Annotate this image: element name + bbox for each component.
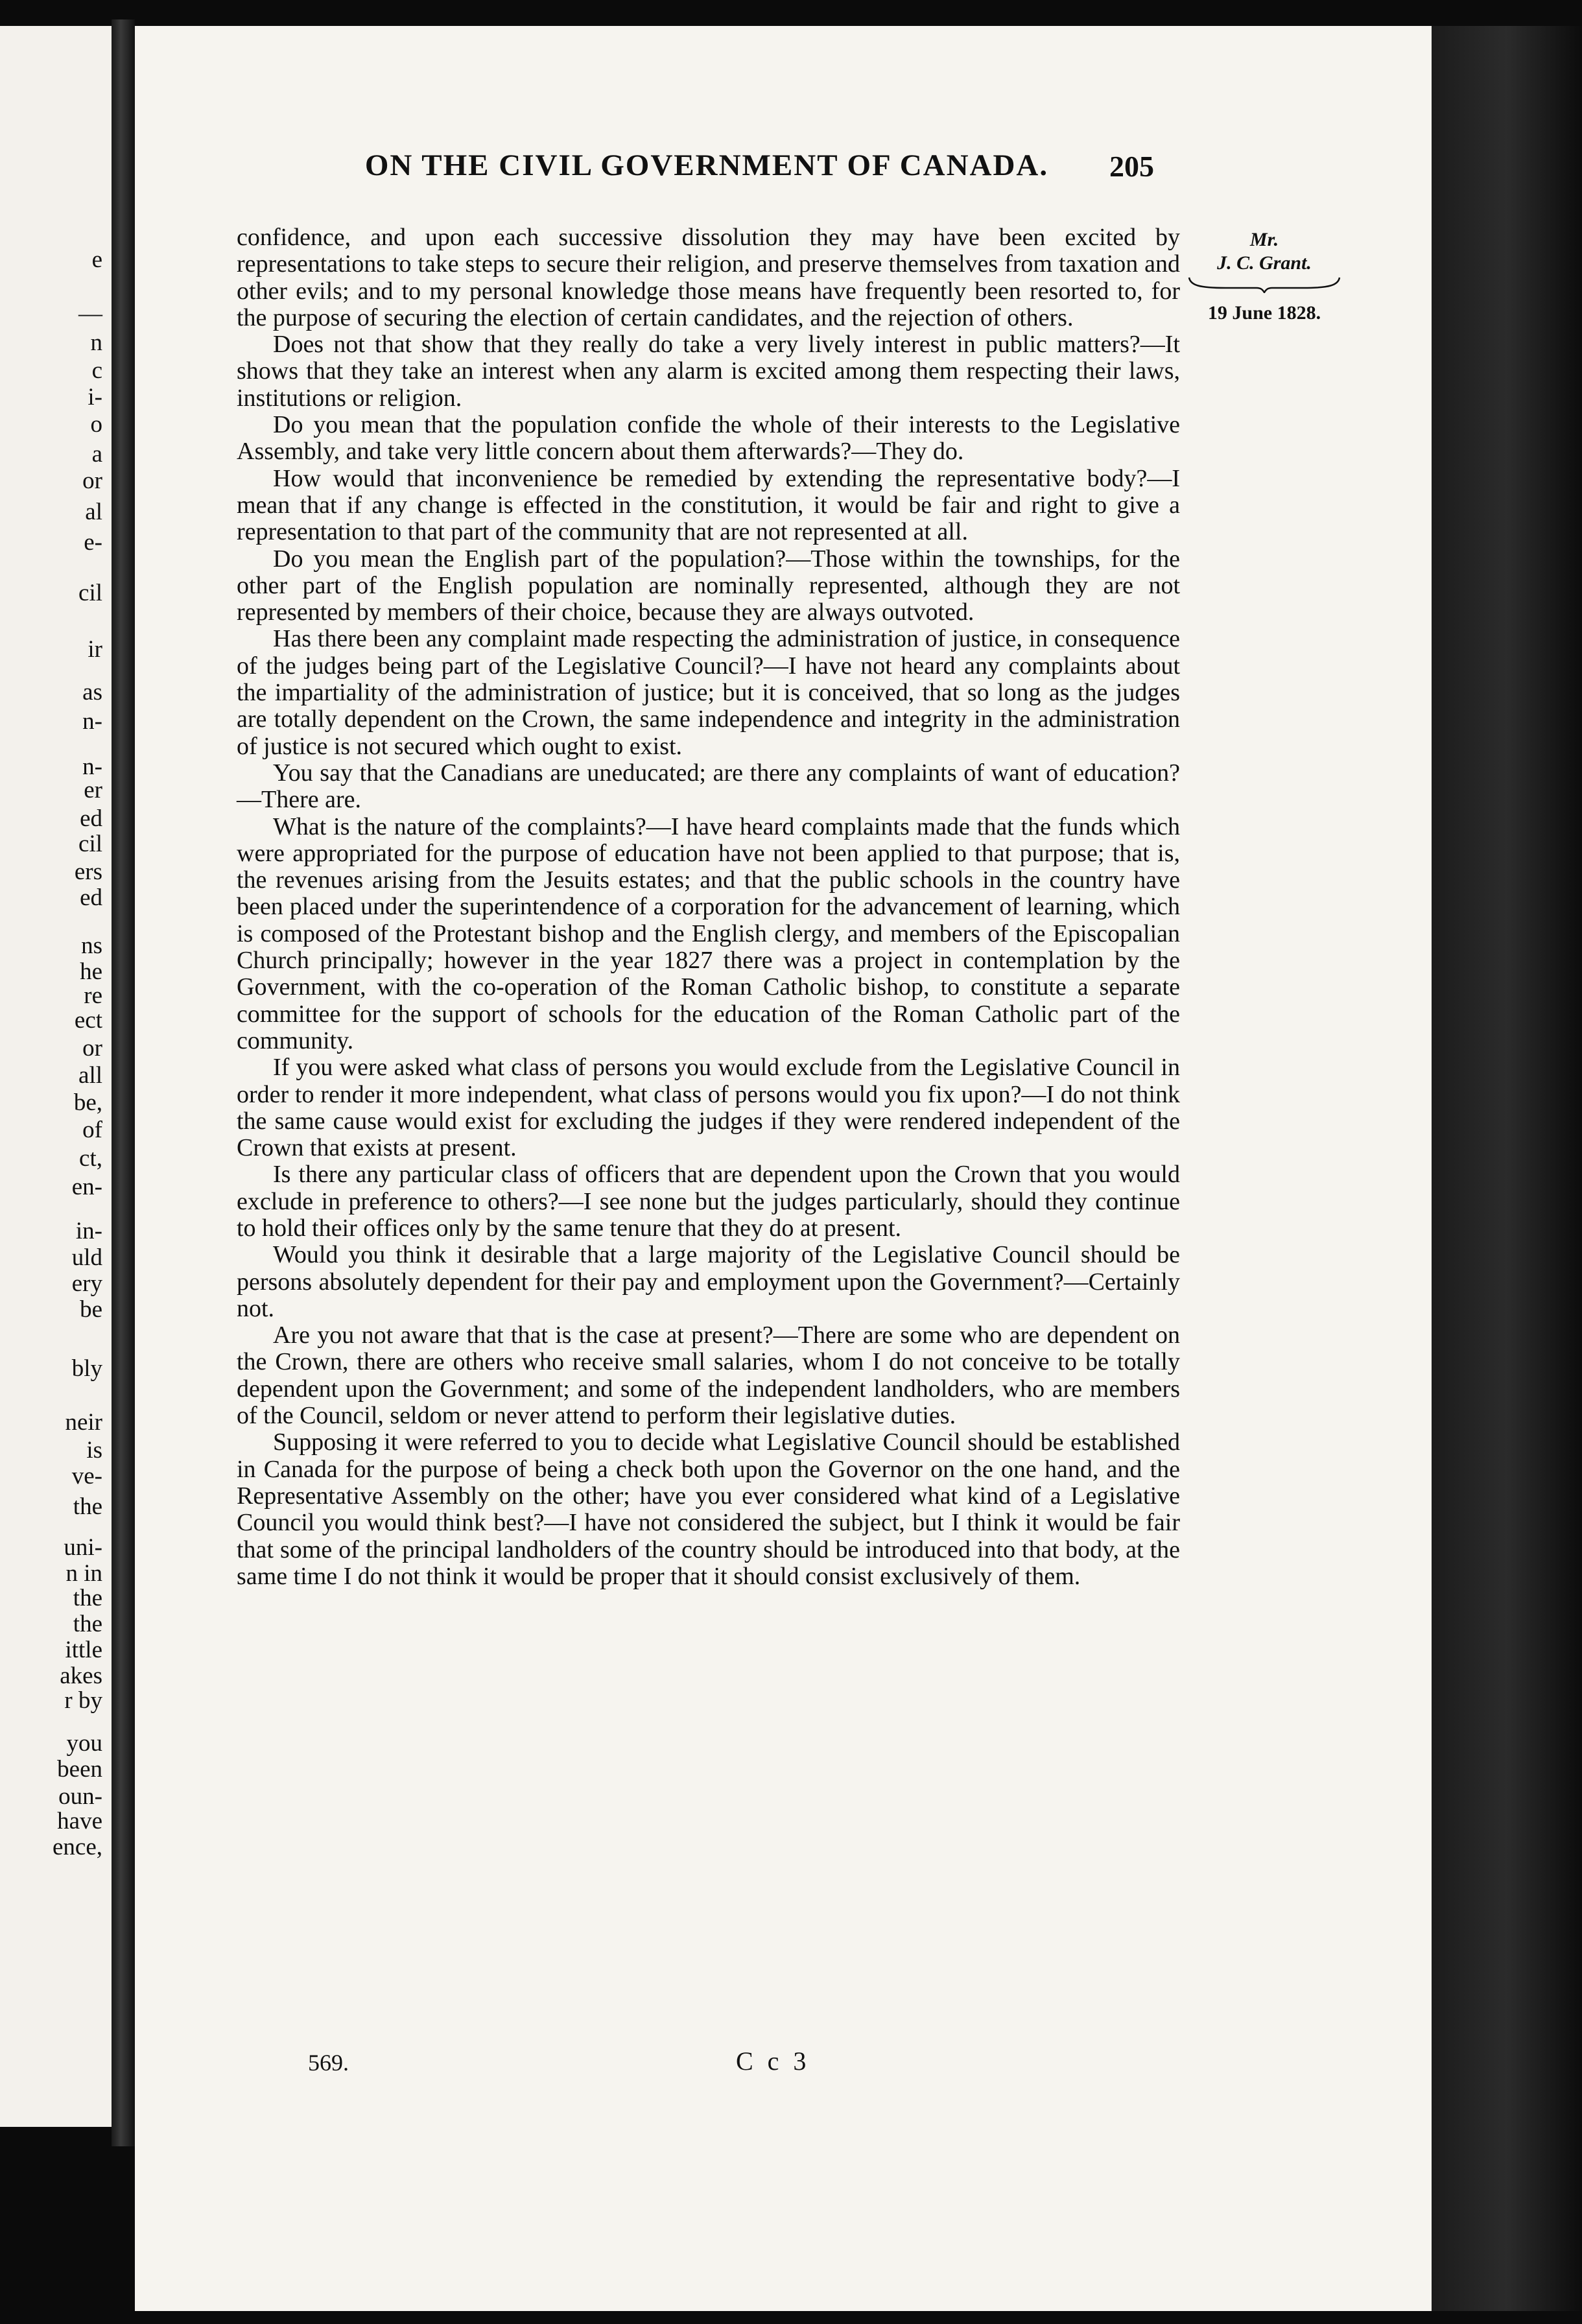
running-head [240,148,1174,193]
brace-icon [1186,276,1342,293]
left-page-fragment: c [91,357,102,384]
left-page-fragment: uld [71,1244,102,1271]
paragraph: Supposing it were referred to you to decide what Legislative Council should be established in Canada for the purpose of being a check both upon the Governor on the one hand, and the Representative Assembly on the other; have you ever considered what kind of a Legislative Council you would think best?—I have not considered the subject, but I think it would be fair that some of the principal landholders of the country should be introduced into that body, at the same time I do not think it would be proper that it should consist exclusively of them. [237,1429,1180,1590]
left-page-fragment: cil [78,831,102,857]
book-gutter [112,19,135,2146]
page-edge-shadow [1432,26,1582,2311]
witness-date: 19 June 1828. [1207,302,1321,324]
left-page-fragment: e [91,246,102,273]
left-page-fragment: ve- [71,1463,102,1489]
left-page-fragment: the [73,1611,102,1637]
left-page-fragment: ittle [65,1637,102,1663]
left-page-fragment: ers [74,859,102,885]
left-page-fragment: is [86,1437,102,1464]
paragraph: Is there any particular class of officers that are dependent upon the Crown that you would exclude in preference to others?—I see none but the judges particularly, should they continue to hold their offices only by the same tenure that they do at present. [237,1161,1180,1242]
paragraph: confidence, and upon each successive dissolution they may have been excited by representations to take steps to secure their religion, and preserve themselves from taxation and other evils; and to my personal knowledge those means have frequently been resorted to, for the purpose of securing the election of certain candidates, and the rejection of others. [237,224,1180,331]
left-page-fragment: en- [71,1174,102,1200]
left-page-fragment: ence, [52,1834,102,1860]
left-page-fragment: akes [60,1663,102,1689]
left-page-fragment: be [80,1296,102,1323]
left-page-fragment: bly [71,1355,102,1382]
paragraph: Do you mean that the population confide the whole of their interests to the Legislative Assembly, and take very little concern about them afterwards?—They do. [237,411,1180,466]
paragraph: You say that the Canadians are uneducated; are there any complaints of want of education?—There are. [237,759,1180,814]
paragraph: What is the nature of the complaints?—I have heard complaints made that the funds which were appropriated for the purpose of education have not been applied to that purpose; that is, the revenues arising from the Jesuits estates; and that the public schools in the country have been placed under the superintendence of a corporation for the advancement of learning, which is composed of the Protestant bishop and the English clergy, and members of the Episcopalian Church principally; however in the year 1827 there was a project in contemplation by the Government, with the co-operation of the Roman Catholic bishop, to constitute a separate committee for the support of schools for the education of the Roman Catholic part of the community. [237,812,1180,1054]
left-page-fragment: ed [80,884,102,911]
left-page-fragment: r by [64,1687,102,1714]
page-number: 205 [1109,150,1154,183]
left-page-fragment: been [57,1756,102,1783]
left-page-fragment: ery [71,1270,102,1297]
left-page-fragment: ect [74,1007,102,1034]
left-page-fragment: ed [80,805,102,832]
left-page-fragment: neir [65,1409,102,1436]
margin-note [1186,228,1342,324]
footer-folio: 569. [308,2050,349,2076]
body-text [237,224,1180,1590]
witness-name: J. C. Grant. [1217,252,1312,274]
left-page-fragment: you [66,1730,102,1757]
left-page-fragment: be, [73,1089,102,1116]
paragraph: Does not that show that they really do take a very lively interest in public matters?—It shows that they take an interest when any alarm is excited among them respecting their laws, institutions or religion. [237,331,1180,412]
left-page-fragment: e- [84,529,102,556]
left-page-fragment: uni- [64,1534,102,1561]
left-page-fragment: o [90,411,102,438]
paragraph: If you were asked what class of persons you would exclude from the Legislative Council in order to render it more independent, what class of persons would you fix upon?—I do not think the same cause would exist for excluding the judges if they were rendered independent of the Crown that exists at present. [237,1054,1180,1162]
witness-title: Mr. [1249,229,1279,250]
footer-signature: C c 3 [736,2046,810,2076]
left-page-fragment: or [82,468,102,494]
left-page-fragment: in- [75,1218,102,1244]
left-page-fragment: n- [82,753,102,780]
left-page-fragment: have [57,1808,102,1834]
left-page-fragment: oun- [58,1783,102,1810]
left-page-fragment: cil [78,580,102,606]
left-page-fragment: a [91,441,102,468]
left-page-fragment: — [78,300,102,327]
left-page-fragment: the [73,1493,102,1520]
left-page-fragment: er [84,777,102,803]
left-page-fragment: ct, [79,1145,102,1172]
left-page-fragment: ns [81,932,102,959]
paragraph: Would you think it desirable that a large majority of the Legislative Council should be persons absolutely dependent for their pay and employment upon the Government?—Certainly not. [237,1241,1180,1322]
left-page-fragment: i- [88,384,102,410]
left-page-fragment: the [73,1585,102,1611]
paragraph: Are you not aware that that is the case at present?—There are some who are dependent on the Crown, there are others who receive small salaries, whom I do not conceive to be totally dependent upon the Government; and some of the independent landholders, who are members of the Council, seldom or never attend to perform their legislative duties. [237,1322,1180,1430]
left-page-fragment: all [78,1062,102,1089]
left-page-fragment: n in [65,1560,102,1587]
paragraph: Do you mean the English part of the population?—Those within the townships, for the other part of the English population are nominally represented, although they are not represented by members of their choice, because they are always outvoted. [237,545,1180,626]
left-page-fragment: re [84,982,102,1009]
left-facing-page [0,26,112,2127]
running-title: ON THE CIVIL GOVERNMENT OF CANADA. [364,148,1049,182]
left-page-fragment: or [82,1035,102,1061]
left-page-fragment: n- [82,708,102,735]
left-page-fragment: of [82,1117,102,1143]
paragraph: How would that inconvenience be remedied by extending the representative body?—I mean that if any change is effected in the constitution, it would be fair and right to give a representation to that part of the community that are not represented at all. [237,464,1180,546]
left-page-fragment: n [90,329,102,356]
left-page-fragment: al [85,499,102,525]
left-page-fragment: he [80,958,102,985]
left-page-fragment: ir [88,636,102,663]
left-page-fragment: as [82,679,102,706]
paragraph: Has there been any complaint made respecting the administration of justice, in consequence of the judges being part of the Legislative Council?—I have not heard any complaints about the impartiality of the administration of justice; but it is conceived, that so long as the judges are totally dependent on the Crown, the same independence and integrity in the administration of justice is not secured which ought to exist. [237,625,1180,760]
